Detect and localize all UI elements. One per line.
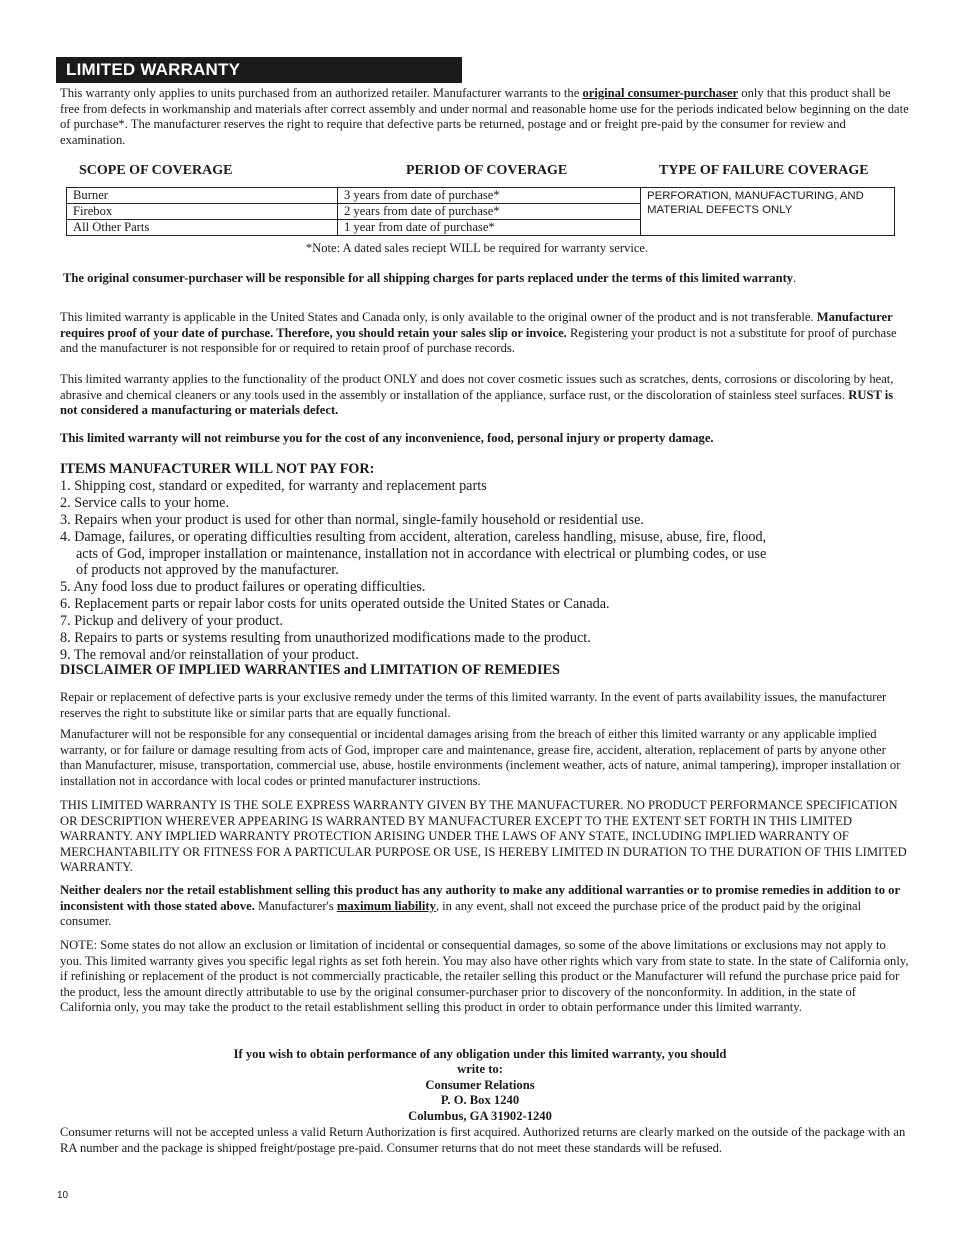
list-item [60,529,910,579]
intro-emphasis: original consumer-purchaser [582,86,739,100]
list-item-line: of products not approved by the manufacturer. [76,562,339,578]
part-cell: All Other Parts [67,220,338,236]
disclaimer-paragraph-4 [60,883,910,930]
intro-paragraph [60,86,910,148]
period-cell: 1 year from date of purchase* [338,220,641,236]
reimburse-paragraph: This limited warranty will not reimburse you for the cost of any inconvenience, food, personal injury or property damage. [60,431,714,445]
liability-text: Manufacturer's [254,898,337,913]
liability-text-rest: , in any event, shall not exceed the purchase price of the product paid by the original consumer. [60,898,862,929]
list-item: 3. Repairs when your product is used for other than normal, single-family household or residential use. [60,512,644,528]
shipping-text: The original consumer-purchaser will be responsible for all shipping charges for parts replaced under the terms of this limited warranty [63,271,794,285]
contact-line: Consumer Relations [425,1078,535,1092]
page-number: 10 [57,1190,69,1201]
disclaimer-heading: DISCLAIMER OF IMPLIED WARRANTIES and LIMITATION OF REMEDIES [60,662,560,678]
applicable-text-rest: Registering your product is not a substitute for proof of purchase and the manufacturer is not responsible for or required to retain proof of purchase records. [60,325,897,356]
shipping-period: . [793,271,797,285]
list-item: 9. The removal and/or reinstallation of your product. [60,646,359,663]
disclaimer-paragraph-5: NOTE: Some states do not allow an exclusion or limitation of incidental or consequential damages, so some of the above limitations or exclusions may not apply to you. This limited warranty gives you specific legal rights as set foth herein. You may also have other rights which vary from state to state. In the state of California only, if refinishing or replacement of the product is not commercially practicable, the retailer selling this product or the Manufacturer will refund the purchase price paid for the product, less the amount directly attributable to use by the original consumer-purchaser prior to discovery of the nonconformity. In addition, in the state of California only, you may take the product to the retail establishment selling this product in order to obtain performance under this limited warranty. [60,938,909,1015]
intro-text-rest: only that this product shall be free from defects in workmanship and materials after correct assembly and under normal and reasonable home use for the periods indicated below beginning on the date of purchase*. The manufacturer reserves the right to require that defective parts be returned, postage and or freight pre-paid by the consumer for review and examination. [60,86,909,147]
period-cell: 3 years from date of purchase* [338,188,641,204]
list-item: 1. Shipping cost, standard or expedited, for warranty and replacement parts [60,478,487,494]
dealer-authority-text: Neither dealers nor the retail establishment selling this product has any authority to make any additional warranties or to promise remedies in addition to or inconsistent with those stated above. [60,883,900,913]
failure-type-cell: PERFORATION, MANUFACTURING, AND MATERIAL DEFECTS ONLY [641,188,895,236]
intro-text: This warranty only applies to units purchased from an authorized retailer. Manufacturer warrants to the [60,86,583,100]
applicable-text: This limited warranty is applicable in the United States and Canada only, is only available to the original owner of the product and is not transferable. [60,310,817,324]
contact-line: P. O. Box 1240 [440,1093,520,1107]
period-header: PERIOD OF COVERAGE [406,163,568,178]
list-item: 2. Service calls to your home. [60,495,230,511]
title-banner [56,57,462,83]
contact-line: If you wish to obtain performance of any obligation under this limited warranty, you should [233,1047,727,1061]
contact-line: write to: [457,1062,503,1076]
list-item: 7. Pickup and delivery of your product. [60,612,284,629]
scope-header: SCOPE OF COVERAGE [79,163,233,178]
disclaimer-paragraph-3: THIS LIMITED WARRANTY IS THE SOLE EXPRESS WARRANTY GIVEN BY THE MANUFACTURER. NO PRODUCT PERFORMANCE SPECIFICATION OR DESCRIPTION WHEREVER APPEARING IS WARRANTED BY MANUFACTURER EXCEPT TO THE EXTENT SET FORTH IN THIS LIMITED WARRANTY. ANY IMPLIED WARRANTY PROTECTION ARISING UNDER THE LAWS OF ANY STATE, INCLUDING IMPLIED WARRANTY OF MERCHANTABILITY OR FITNESS FOR A PARTICULAR PURPOSE OR USE, IS HEREBY LIMITED IN DURATION TO THE DURATION OF THIS LIMITED WARRANTY. [60,798,907,875]
period-cell: 2 years from date of purchase* [338,204,641,220]
disclaimer-paragraph-1: Repair or replacement of defective parts is your exclusive remedy under the terms of this limited warranty. In the event of parts availability issues, the manufacturer reserves the right to substitute like or similar parts that are equally functional. [60,690,887,720]
disclaimer-paragraph-2: Manufacturer will not be responsible for any consequential or incidental damages arising from the breach of either this limited warranty or any applicable implied warranty, or for failure or damage resulting from acts of God, improper care and maintenance, grease fire, accident, alteration, replacement of parts by anyone other than Manufacturer, misuse, transportation, commercial use, abuse, hostile environments (inclement weather, acts of nature, animal tampering), improper installation or installation not in accordance with local codes or printed manufacturer instructions. [60,727,901,788]
list-item-line: 4. Damage, failures, or operating difficulties resulting from accident, alteration, careless handling, misuse, abuse, fire, flood, [60,529,767,545]
functionality-text: This limited warranty applies to the functionality of the product ONLY and does not cover cosmetic issues such as scratches, dents, corrosions or discoloring by heat, abrasive and chemical cleaners or any tools used in the assembly or installation of the appliance, surface rust, or the discoloration of stainless steel surfaces. [60,372,894,402]
applicable-bold: Manufacturer requires proof of your date of purchase. Therefore, you should retain your sales slip or invoice. [60,310,893,340]
not-pay-heading: ITEMS MANUFACTURER WILL NOT PAY FOR: [60,461,375,477]
part-cell: Burner [67,188,338,204]
coverage-table [66,187,895,236]
functionality-paragraph [60,372,910,419]
rust-statement: RUST is not considered a manufacturing or materials defect. [60,387,894,418]
part-cell: Firebox [67,204,338,220]
liability-emphasis: maximum liability [336,898,436,913]
list-item-line: acts of God, improper installation or maintenance, installation not in accordance with electrical or plumbing codes, or use [76,545,767,562]
page-title: LIMITED WARRANTY [66,60,241,79]
type-header: TYPE OF FAILURE COVERAGE [659,163,869,178]
contact-line: Columbus, GA 31902-1240 [408,1109,552,1123]
list-item: 5. Any food loss due to product failures or operating difficulties. [60,578,426,595]
not-pay-list [60,478,910,664]
shipping-paragraph [60,271,910,287]
table-row [67,188,895,204]
list-item: 8. Repairs to parts or systems resulting from unauthorized modifications made to the product. [60,629,591,646]
returns-paragraph: Consumer returns will not be accepted unless a valid Return Authorization is first acquired. Authorized returns are clearly marked on the outside of the package with an RA number and the package is shipped freight/postage pre-paid. Consumer returns that do not meet these standards will be refused. [60,1125,906,1155]
applicable-paragraph [60,310,910,357]
list-item: 6. Replacement parts or repair labor costs for units operated outside the United States or Canada. [60,595,610,612]
receipt-note: *Note: A dated sales reciept WILL be required for warranty service. [305,241,649,255]
